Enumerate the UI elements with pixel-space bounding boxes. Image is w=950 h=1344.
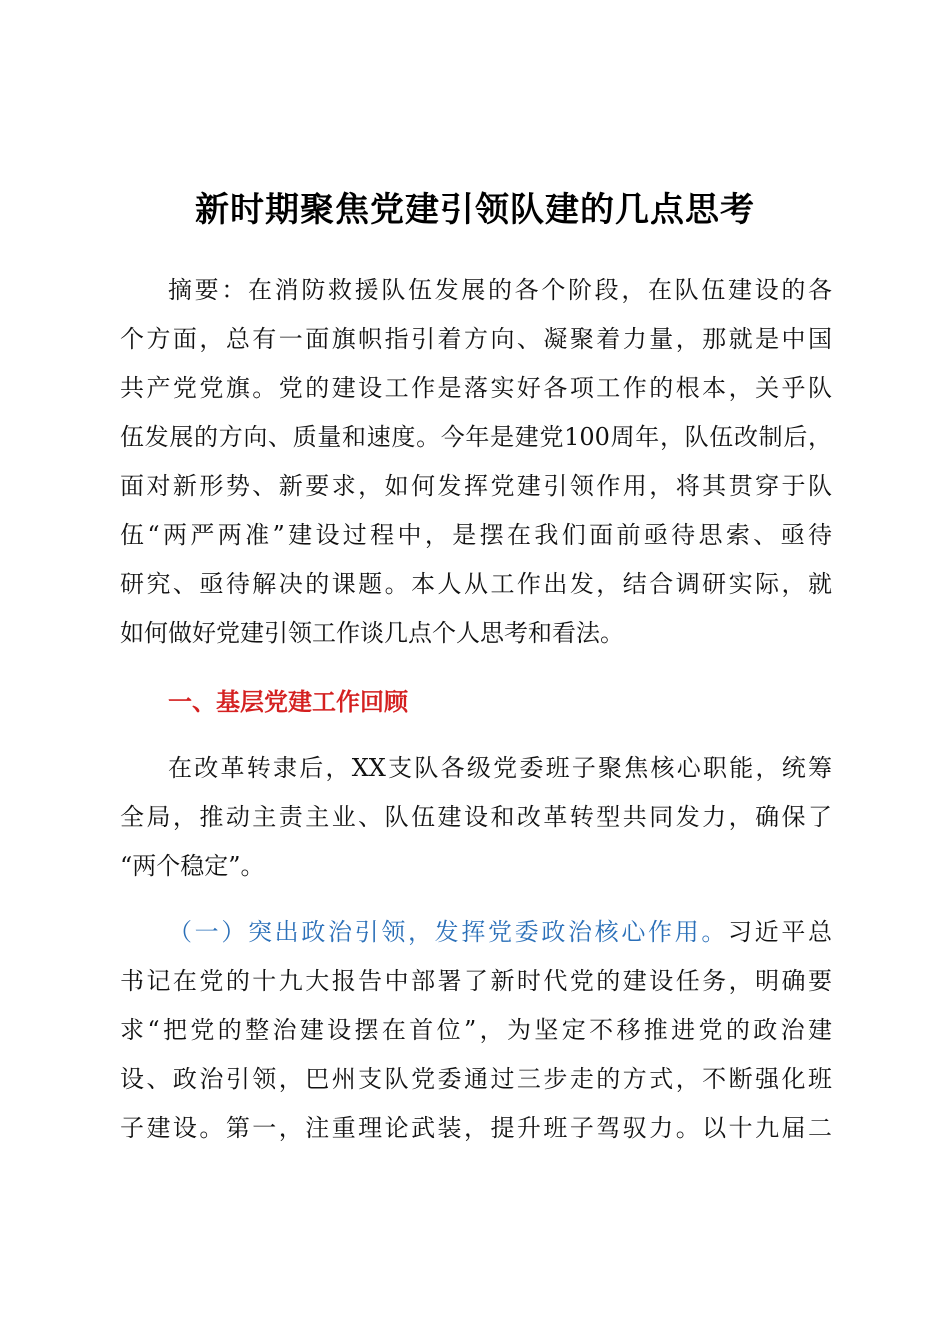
subsection-line: 求“把党的整治建设摆在首位”，为坚定不移推进党的政治建 (120, 1016, 832, 1044)
abstract-line: 摘要：在消防救援队伍发展的各个阶段，在队伍建设的各 (168, 276, 832, 304)
abstract-line: 伍发展的方向、质量和速度。今年是建党100周年，队伍改制后， (120, 423, 832, 451)
abstract-line: 伍“两严两准”建设过程中，是摆在我们面前亟待思索、亟待 (120, 521, 832, 549)
subsection-line: 子建设。第一，注重理论武装，提升班子驾驭力。以十九届二 (120, 1114, 832, 1142)
subsection-first-line (168, 907, 832, 957)
section-line: “两个稳定”。 (120, 852, 265, 880)
subsection-line: 书记在党的十九大报告中部署了新时代党的建设任务，明确要 (120, 967, 832, 995)
abstract-line: 共产党党旗。党的建设工作是落实好各项工作的根本，关乎队 (120, 374, 832, 402)
abstract-line: 面对新形势、新要求，如何发挥党建引领作用，将其贯穿于队 (120, 472, 832, 500)
subsection-heading: （一）突出政治引领，发挥党委政治核心作用。 (168, 918, 728, 946)
abstract-line: 个方面，总有一面旗帜指引着方向、凝聚着力量，那就是中国 (120, 325, 832, 353)
abstract-line: 如何做好党建引领工作谈几点个人思考和看法。 (120, 619, 624, 647)
subsection-line: 设、政治引领，巴州支队党委通过三步走的方式，不断强化班 (120, 1065, 832, 1093)
subsection-first-line-rest: 习近平总 (728, 918, 832, 946)
section-heading: 一、基层党建工作回顾 (168, 688, 408, 716)
section-line: 全局，推动主责主业、队伍建设和改革转型共同发力，确保了 (120, 803, 832, 831)
section-line: 在改革转隶后，XX支队各级党委班子聚焦核心职能，统筹 (168, 754, 832, 782)
document-title: 新时期聚焦党建引领队建的几点思考 (195, 190, 755, 230)
abstract-line: 研究、亟待解决的课题。本人从工作出发，结合调研实际，就 (120, 570, 832, 598)
